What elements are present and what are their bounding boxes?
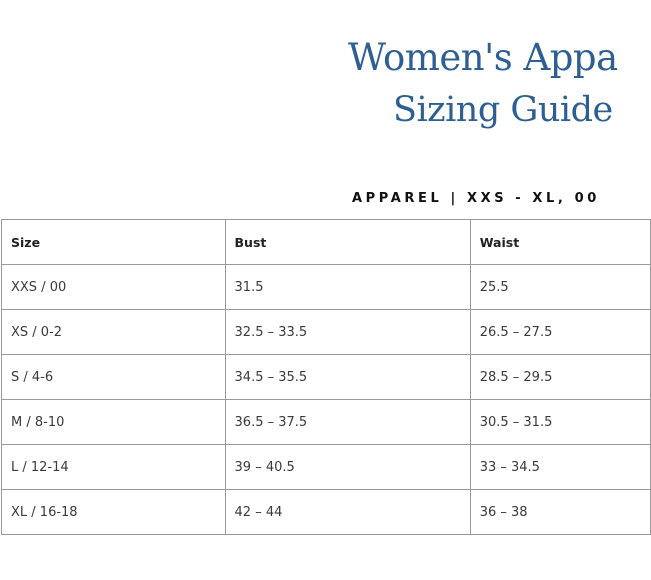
bust-cell: 34.5 – 35.5: [225, 355, 470, 400]
column-header-waist: Waist: [470, 220, 650, 265]
bust-cell: 32.5 – 33.5: [225, 310, 470, 355]
size-cell: XL / 16-18: [2, 490, 226, 535]
size-cell: M / 8-10: [2, 400, 226, 445]
table-row: [2, 310, 651, 355]
size-cell: XXS / 00: [2, 265, 226, 310]
bust-cell: 42 – 44: [225, 490, 470, 535]
table-row: [2, 445, 651, 490]
table-row: [2, 265, 651, 310]
table-row: [2, 490, 651, 535]
table-row: [2, 355, 651, 400]
bust-cell: 39 – 40.5: [225, 445, 470, 490]
waist-cell: 26.5 – 27.5: [470, 310, 650, 355]
page-subtitle: Sizing Guide: [393, 90, 613, 130]
bust-cell: 31.5: [225, 265, 470, 310]
sizing-table: [1, 219, 651, 535]
waist-cell: 30.5 – 31.5: [470, 400, 650, 445]
column-header-size: Size: [2, 220, 226, 265]
size-cell: S / 4-6: [2, 355, 226, 400]
page-title: Women's Appa: [348, 36, 618, 79]
waist-cell: 36 – 38: [470, 490, 650, 535]
bust-cell: 36.5 – 37.5: [225, 400, 470, 445]
table-row: [2, 400, 651, 445]
size-cell: L / 12-14: [2, 445, 226, 490]
size-cell: XS / 0-2: [2, 310, 226, 355]
waist-cell: 25.5: [470, 265, 650, 310]
table-header-row: [2, 220, 651, 265]
waist-cell: 33 – 34.5: [470, 445, 650, 490]
column-header-bust: Bust: [225, 220, 470, 265]
section-heading: APPAREL | XXS - XL, 00: [352, 191, 600, 206]
waist-cell: 28.5 – 29.5: [470, 355, 650, 400]
